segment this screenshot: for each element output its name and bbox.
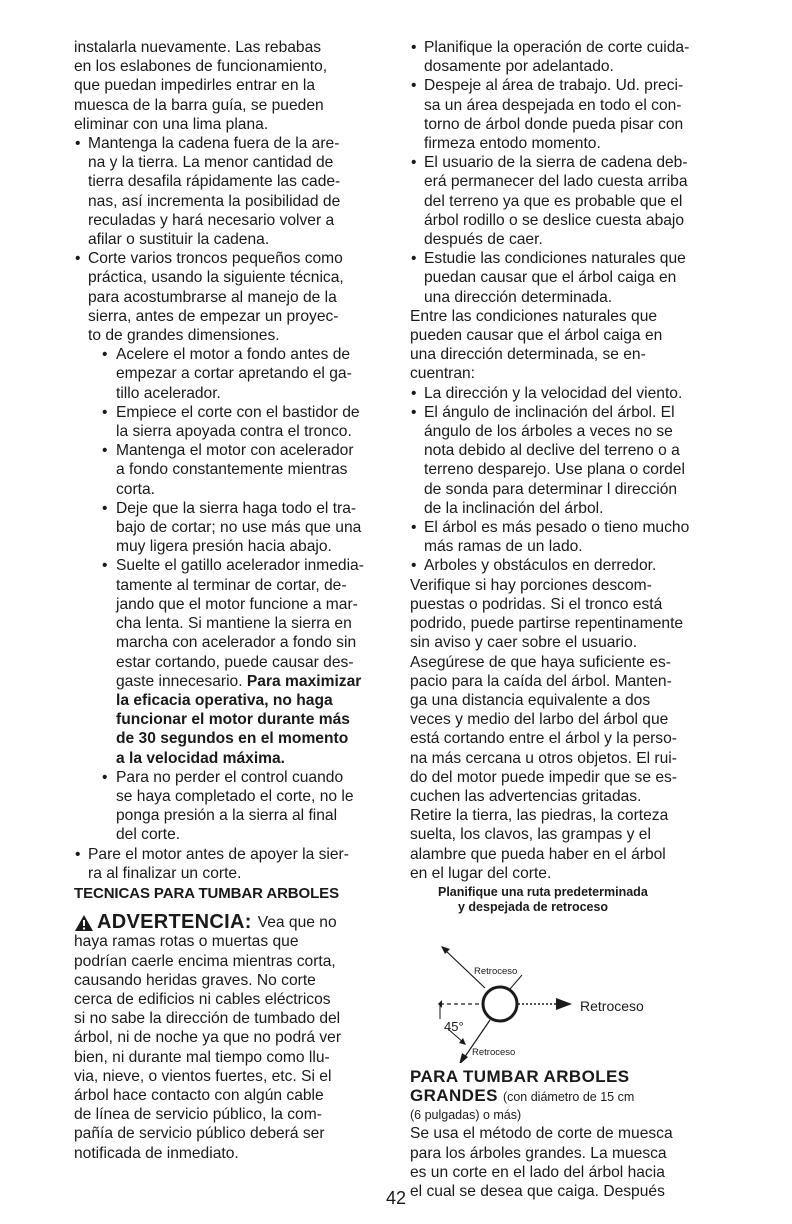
remove-line: suelta, los clavos, las grampas y el [410, 826, 651, 844]
list-item-chain [74, 134, 386, 249]
technique-sublist [88, 345, 386, 844]
uphill-line: erá permanecer del lado cuesta arriba [424, 173, 688, 191]
let-line: muy ligera presión hacia abajo. [116, 538, 332, 556]
space-line: Asegúrese de que haya suficiente es- [410, 653, 671, 671]
angle-line: terreno desparejo. Use plana o cordel [424, 461, 685, 479]
angle-line: de la inclinación del árbol. [424, 499, 604, 517]
obstacles-text: • Arboles y obstáculos en derredor. [424, 557, 657, 575]
control-line: ponga presión a la sierra al final [116, 807, 338, 825]
list-item-plan [410, 38, 740, 76]
list-item-heavy [410, 518, 740, 556]
control-line: se haya completado el corte, no le [116, 787, 354, 805]
sublist-item-keep [88, 441, 386, 499]
warning-first-line [74, 913, 386, 932]
left-column [74, 38, 386, 1163]
label-retreat-top: Retroceso [474, 965, 518, 977]
list-item-angle [410, 403, 740, 518]
wind-line: • La dirección y la velocidad del viento. [424, 384, 683, 402]
notch-line: el cual se desea que caiga. Después [410, 1182, 665, 1200]
intro-line: que puedan impedirles entrar en la [74, 77, 315, 95]
planning-bullet-list [410, 38, 740, 307]
uphill-line: árbol rodillo o se deslice cuesta abajo [424, 211, 685, 229]
notch-line: Se usa el método de corte de muesca [410, 1125, 673, 1143]
warning-line: bien, ni durante mal tiempo como llu- [74, 1048, 330, 1066]
conditions-intro [410, 307, 740, 384]
start-line: • Empiece el corte con el bastidor de [116, 403, 360, 421]
chain-line: reculadas y hará necesario volver a [88, 211, 335, 229]
stop-line: ra al finalizar un corte. [88, 864, 242, 882]
warning-line: podrían caerle encima mientras corta, [74, 952, 336, 970]
label-retreat-bottom: Retroceso [472, 1046, 516, 1058]
conditions-line: cuentran: [410, 365, 476, 383]
heavy-line: más ramas de un lado. [424, 538, 583, 556]
clear-line: • Despeje al área de trabajo. Ud. preci- [424, 77, 684, 95]
remove-line: alambre que pueda haber en el árbol [410, 845, 666, 863]
techniques-heading: TECNICAS PARA TUMBAR ARBOLES [74, 884, 339, 902]
intro-paragraph [74, 38, 386, 134]
warning-title: ADVERTENCIA: [97, 911, 252, 934]
notch-line: es un corte en el lado del árbol hacia [410, 1163, 665, 1181]
right-column [410, 38, 740, 1201]
release-line: jando que el motor funcione a mar- [116, 595, 358, 613]
keep-line: a fondo constantemente mientras [116, 461, 348, 479]
chain-line: • Mantenga la cadena fuera de la are- [88, 135, 340, 153]
sublist-item-release [88, 556, 386, 767]
clear-line: firmeza entodo momento. [424, 135, 601, 153]
sublist-item-start [88, 403, 386, 441]
large-trees-heading-word: GRANDES [410, 1086, 498, 1106]
warning-line: notificada de inmediato. [74, 1144, 239, 1162]
large-trees-heading-line-1: PARA TUMBAR ARBOLES [410, 1066, 630, 1086]
release-bold-line: la eficacia operativa, no haga [116, 691, 333, 709]
let-line: • Deje que la sierra haga todo el tra- [116, 499, 357, 517]
intro-line: en los eslabones de funcionamiento, [74, 58, 328, 76]
diagram-title-line-1: Planifique una ruta predeterminada [438, 884, 648, 899]
release-bold-line: de 30 segundos en el momento [116, 730, 349, 748]
conditions-bullet-list [410, 384, 740, 576]
conditions-line: Entre las condiciones naturales que [410, 307, 658, 325]
release-line: tamente al terminar de cortar, de- [116, 576, 347, 594]
clear-line: torno de árbol donde pueda pisar con [424, 115, 684, 133]
care-bullet-list [74, 134, 386, 883]
warning-triangle-icon [74, 914, 94, 932]
start-line: la sierra apoyada contra el tronco. [116, 423, 352, 441]
verify-line: puestas o podridas. Si el tronco está [410, 595, 663, 613]
large-trees-heading [410, 1067, 740, 1107]
list-item-study [410, 249, 740, 307]
warning-paragraph [74, 932, 386, 1162]
space-line: cuchen las advertencias gritadas. [410, 787, 642, 805]
chain-line: tierra desafila rápidamente las cade- [88, 173, 341, 191]
remove-line: Retire la tierra, las piedras, la corteza [410, 807, 669, 825]
space-line: na más cercana u otros objetos. El rui- [410, 749, 677, 767]
verify-line: Verifique si hay porciones descom- [410, 576, 652, 594]
release-line: • Suelte el gatillo acelerador inmedia- [116, 557, 364, 575]
uphill-line: • El usuario de la sierra de cadena deb- [424, 154, 688, 172]
chain-line: nas, así incrementa la posibilidad de [88, 192, 341, 210]
tree-circle [483, 987, 517, 1021]
release-line: cha lenta. Si mantiene la sierra en [116, 615, 352, 633]
let-line: bajo de cortar; no use más que una [116, 519, 362, 537]
angle-line: de sonda para determinar l dirección [424, 480, 678, 498]
space-line: está cortando entre el árbol y la perso- [410, 730, 677, 748]
page-number: 42 [385, 1188, 407, 1208]
practice-line: para acostumbrarse al manejo de la [88, 288, 337, 306]
space-line: pacio para la caída del árbol. Manten- [410, 672, 672, 690]
space-line: veces y medio del larbo del árbol que [410, 711, 669, 729]
angle-line: nota debido al declive del terreno o a [424, 442, 680, 460]
plan-line: • Planifique la operación de corte cuida- [424, 39, 690, 56]
verify-line: podrido, puede partirse repentinamente [410, 615, 684, 633]
angle-line: • El ángulo de inclinación del árbol. El [424, 403, 675, 421]
list-item-wind [410, 384, 740, 403]
release-bold-line: a la velocidad máxima. [116, 749, 286, 767]
space-line: do del motor puede impedir que se es- [410, 768, 677, 786]
accelerate-line: empezar a cortar apretando el ga- [116, 365, 352, 383]
accelerate-line: tillo acelerador. [116, 384, 221, 402]
chain-line: na y la tierra. La menor cantidad de [88, 154, 334, 172]
angle-label: 45° [444, 1018, 464, 1034]
retreat-path-diagram [410, 883, 740, 1063]
diameter-note-1: (con diámetro de 15 cm [502, 1090, 635, 1105]
notch-line: para los árboles grandes. La muesca [410, 1144, 667, 1162]
label-retreat-right: Retroceso [580, 997, 644, 1014]
plan-line: dosamente por adelantado. [424, 58, 614, 76]
release-mixed-line [116, 672, 386, 691]
chain-line: afilar o sustituir la cadena. [88, 231, 270, 249]
control-line: • Para no perder el control cuando [116, 768, 344, 786]
study-line: una dirección determinada. [424, 288, 613, 306]
warning-line: causando heridas graves. No corte [74, 971, 316, 989]
warning-line: pañía de servicio público deberá ser [74, 1125, 325, 1143]
release-bold-line: funcionar el motor durante más [116, 711, 350, 729]
diagram-title-line-2: y despejada de retroceso [458, 899, 609, 914]
stop-line: • Pare el motor antes de apoyer la sier- [88, 845, 349, 863]
practice-line: • Corte varios troncos pequeños como [88, 250, 343, 268]
list-item-practice [74, 249, 386, 844]
practice-line: to de grandes dimensiones. [88, 327, 280, 345]
uphill-line: después de caer. [424, 231, 543, 249]
remove-paragraph [410, 806, 740, 883]
sublist-item-control [88, 768, 386, 845]
release-bold-text: Para maximizar [246, 672, 362, 690]
study-line: puedan causar que el árbol caiga en [424, 269, 677, 287]
warning-line: árbol, ni de noche ya que no podrá ver [74, 1029, 342, 1047]
space-paragraph [410, 653, 740, 807]
list-item-uphill [410, 153, 740, 249]
practice-line: sierra, antes de empezar un proyec- [88, 307, 339, 325]
practice-line: práctica, usando la siguiente técnica, [88, 269, 344, 287]
sublist-item-accelerate [88, 345, 386, 403]
sublist-item-let [88, 499, 386, 557]
list-item-obstacles [410, 556, 740, 575]
accelerate-line: • Acelere el motor a fondo antes de [116, 346, 351, 364]
uphill-line: del terreno ya que es probable que el [424, 192, 683, 210]
warning-line: si no sabe la dirección de tumbado del [74, 1010, 341, 1028]
release-line: estar cortando, puede causar des- [116, 653, 354, 671]
release-plain-text: gaste innecesario. [116, 672, 247, 690]
diameter-note-2: (6 pulgadas) o más) [410, 1108, 522, 1123]
heavy-line: • El árbol es más pesado o tieno mucho [424, 519, 690, 537]
warning-first-text: Vea que no [257, 914, 337, 932]
space-line: ga una distancia equivalente a dos [410, 691, 651, 709]
list-item-clear [410, 76, 740, 153]
large-trees-heading-line-2 [410, 1086, 740, 1107]
verify-line: sin aviso y caer sobre el usuario. [410, 634, 638, 652]
warning-line: árbol hace contacto con algún cable [74, 1086, 324, 1104]
angle-line: ángulo de los árboles a veces no se [424, 423, 673, 441]
warning-line: via, nieve, o vientos fuertes, etc. Si el [74, 1067, 332, 1085]
control-line: del corte. [116, 826, 181, 844]
remove-line: en el lugar del corte. [410, 864, 552, 882]
release-line: marcha con acelerador a fondo sin [116, 634, 357, 652]
intro-line: muesca de la barra guía, se pueden [74, 96, 324, 114]
study-line: • Estudie las condiciones naturales que [424, 250, 686, 268]
keep-line: • Mantenga el motor con acelerador [116, 442, 354, 460]
keep-line: corta. [116, 480, 155, 498]
warning-line: haya ramas rotas o muertas que [74, 933, 299, 951]
intro-line: eliminar con una lima plana. [74, 115, 269, 133]
clear-line: sa un área despejada en todo el con- [424, 96, 682, 114]
intro-line: instalarla nuevamente. Las rebabas [74, 39, 322, 56]
warning-line: cerca de edificios ni cables eléctricos [74, 990, 331, 1008]
warning-line: de línea de servicio público, la com- [74, 1106, 322, 1124]
list-item-stop [74, 845, 386, 883]
conditions-line: pueden causar que el árbol caiga en [410, 327, 663, 345]
verify-paragraph [410, 576, 740, 653]
conditions-line: una dirección determinada, se en- [410, 346, 646, 364]
retreat-right-arrowhead [556, 998, 572, 1010]
